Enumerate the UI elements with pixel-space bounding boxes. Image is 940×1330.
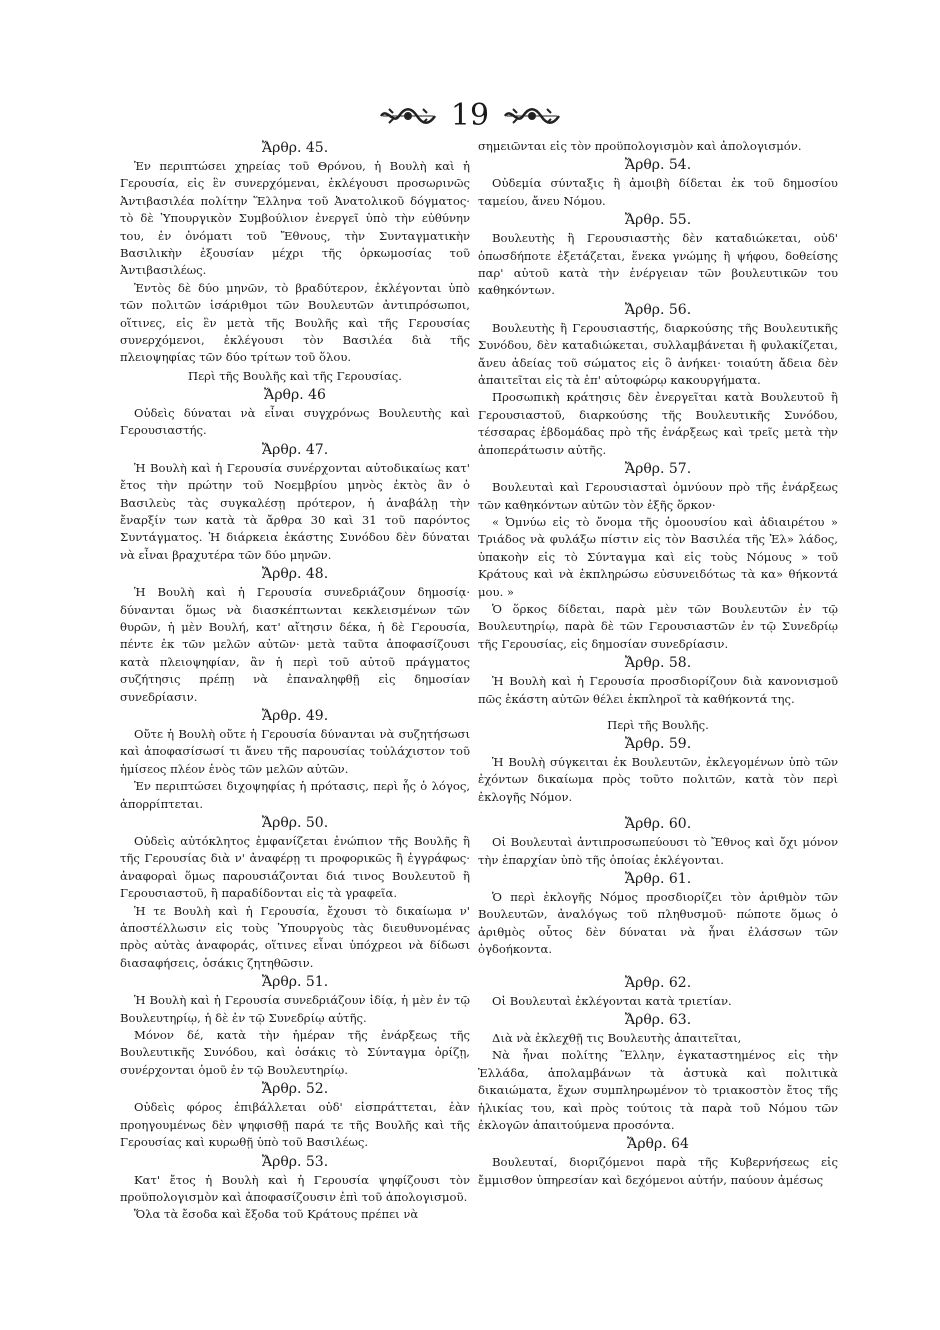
article-51-paragraph-2: Μόνον δέ, κατὰ τὴν ἡμέραν τῆς ἐνάρξεως τῆς Βουλευτικῆς Συνόδου, καὶ ὁσάκις τὸ Σύνταγμα ὁρίζῃ, συνέρχονται ὁμοῦ ἐν τῷ Βουλευτηρίῳ. <box>120 1028 470 1077</box>
article-62-heading: Ἄρθρ. 62. <box>624 974 692 991</box>
article-63-paragraph-2: Νὰ ἦναι πολίτης Ἕλλην, ἐγκαταστημένος εἰς τὴν Ἑλλάδα, ἀπολαμβάνων τὰ ἀστυκὰ καὶ πολιτικὰ δικαιώματα, ἔχων συμπληρωμένον τὸ τριακοστὸν ἔτος τῆς ἡλικίας του, καὶ πρὸς τούτοις τὰ παρὰ τοῦ Νόμου τῶν ἐκλογῶν ἀπαιτούμενα προσόντα. <box>478 1048 838 1133</box>
article-56-paragraph-2: Προσωπικὴ κράτησις δὲν ἐνεργεῖται κατὰ Βουλευτοῦ ἢ Γερουσιαστοῦ, διαρκούσης τῆς Βουλευτικῆς Συνόδου, τέσσαρας ἑβδομάδας πρὸ τῆς ἐνάρξεως καὶ τρεῖς μετὰ τὴν ἀποπεράτωσιν αὐτῆς. <box>478 390 838 457</box>
article-59-heading: Ἄρθρ. 59. <box>624 735 692 752</box>
article-58-paragraph-1: Ἡ Βουλὴ καὶ ἡ Γερουσία προσδιορίζουν διὰ κανονισμοῦ πῶς ἑκάστη αὐτῶν θέλει ἐκπληροῖ τὰ καθήκοντά της. <box>478 674 838 706</box>
article-45-heading: Ἄρθρ. 45. <box>261 140 329 156</box>
article-49-paragraph-1: Οὔτε ἡ Βουλὴ οὔτε ἡ Γερουσία δύνανται νὰ συζητήσωσι καὶ ἀποφασίσωσί τι ἄνευ τῆς παρουσίας τοὐλάχιστον τοῦ ἡμίσεος πλέον ἑνὸς τῶν μελῶν αὐτῶν. <box>120 726 470 776</box>
article-50-paragraph-2: Ἡ τε Βουλὴ καὶ ἡ Γερουσία, ἔχουσι τὸ δικαίωμα ν' ἀποστέλλωσιν εἰς τοὺς Ὑπουργοὺς τὰς διευθυνομένας πρὸς αὐτὰς ἀναφοράς, οἵτινες εἶναι ὑπόχρεοι νὰ δίδωσι διασαφήσεις, ὁσάκις ζητηθῶσιν. <box>120 903 470 970</box>
right-column <box>478 138 838 1189</box>
page-header <box>0 96 940 136</box>
spacer <box>478 806 838 814</box>
article-57-paragraph-3: Ὁ ὅρκος δίδεται, παρὰ μὲν τῶν Βουλευτῶν ἐν τῷ Βουλευτηρίῳ, παρὰ δὲ τῶν Γερουσιαστῶν ἐν τῷ Συνεδρίῳ τῆς Γερουσίας, εἰς δημοσίαν συνεδρίασιν. <box>478 601 838 651</box>
article-46-paragraph-1: Οὐδεὶς δύναται νὰ εἶναι συγχρόνως Βουλευτὴς καὶ Γερουσιαστής. <box>120 405 470 438</box>
article-45-paragraph-1: Ἐν περιπτώσει χηρείας τοῦ Θρόνου, ἡ Βουλὴ καὶ ἡ Γερουσία, εἰς ἓν συνερχόμεναι, ἐκλέγουσι προσωρινῶς Ἀντιβασιλέα πολίτην Ἕλληνα τοῦ Ἀνατολικοῦ δόγματος· τὸ δὲ Ὑπουργικὸν Συμβούλιον ἐνεργεῖ ὑπὸ τὴν εὐθύνην του, ἐν ὀνόματι τοῦ Ἔθνους, τὴν Συνταγματικὴν Βασιλικὴν ἐξουσίαν μέχρι τῆς ὁρκωμοσίας τοῦ Ἀντιβασιλέως. <box>120 159 470 278</box>
article-53-paragraph-2: Ὅλα τὰ ἔσοδα καὶ ἔξοδα τοῦ Κράτους πρέπει νὰ <box>134 1207 419 1222</box>
section-heading-parliament: Περὶ τῆς Βουλῆς. <box>607 717 709 732</box>
article-60-paragraph-1: Οἱ Βουλευταὶ ἀντιπροσωπεύουσι τὸ Ἔθνος καὶ ὄχι μόνον τὴν ἐπαρχίαν ὑπὸ τῆς ὁποίας ἐκλέγονται. <box>478 835 838 867</box>
article-64-heading: Ἄρθρ. 64 <box>627 1136 689 1153</box>
article-54-paragraph-1: Οὐδεμία σύνταξις ἢ ἀμοιβὴ δίδεται ἐκ τοῦ δημοσίου ταμείου, ἄνευ Νόμου. <box>478 176 838 208</box>
article-46-heading: Ἄρθρ. 46 <box>264 386 326 403</box>
article-62-paragraph-1: Οἱ Βουλευταὶ ἐκλέγονται κατὰ τριετίαν. <box>492 993 732 1008</box>
article-64-paragraph-1: Βουλευταί, διοριζόμενοι παρὰ τῆς Κυβερνήσεως εἰς ἔμμισθον ὑπηρεσίαν καὶ δεχόμενοι αὐτήν, παύουν ἀμέσως <box>478 1155 838 1187</box>
article-63-heading: Ἄρθρ. 63. <box>624 1012 692 1029</box>
left-ornament-icon <box>379 105 437 127</box>
article-57-heading: Ἄρθρ. 57. <box>624 461 692 478</box>
article-63-paragraph-1: Διὰ νὰ ἐκλεχθῇ τις Βουλευτὴς ἀπαιτεῖται, <box>492 1031 742 1046</box>
page-number: 19 <box>450 98 490 133</box>
article-57-paragraph-1: Βουλευταὶ καὶ Γερουσιασταὶ ὀμνύουν πρὸ τῆς ἐνάρξεως τῶν καθηκόντων αὐτῶν τὸν ἑξῆς ὅρκον· <box>478 480 838 512</box>
spacer <box>478 708 838 716</box>
article-47-paragraph-1: Ἡ Βουλὴ καὶ ἡ Γερουσία συνέρχονται αὐτοδικαίως κατ' ἔτος τὴν πρώτην τοῦ Νοεμβρίου μηνὸς ἐκτὸς ἂν ὁ Βασιλεὺς τὰς συγκαλέσῃ πρότερον, ἡ ἀναβάλῃ τὴν ἔναρξίν των κατὰ τὰ ἄρθρα 30 καὶ 31 τοῦ παρόντος Συντάγματος. Ἡ διάρκεια ἑκάστης Συνόδου δὲν δύναται νὰ εἶναι βραχυτέρα τῶν δύο μηνῶν. <box>120 460 470 562</box>
article-48-paragraph-1: Ἡ Βουλὴ καὶ ἡ Γερουσία συνεδριάζουν δημοσίᾳ· δύνανται ὅμως νὰ διασκέπτωνται κεκλεισμένων τῶν θυρῶν, ἡ μὲν Βουλή, κατ' αἴτησιν δέκα, ἡ δὲ Γερουσία, πέντε ἐκ τῶν μελῶν αὐτῶν· μετὰ ταῦτα ἀποφασίζουσι κατὰ πλειοψηφίαν, ἂν ἡ περὶ τοῦ αὐτοῦ πράγματος συζήτησις πρέπῃ νὰ ἐπαναληφθῇ εἰς δημοσίαν συνεδρίασιν. <box>120 585 470 704</box>
article-56-paragraph-1: Βουλευτὴς ἢ Γερουσιαστής, διαρκούσης τῆς Βουλευτικῆς Συνόδου, δὲν καταδιώκεται, συλλαμβάνεται ἢ φυλακίζεται, ἄνευ ἀδείας τοῦ σώματος εἰς ὃ ἀνήκει· τοιαύτη ἄδεια δὲν ἀπαιτεῖται εἰς τὰ ἐπ' αὐτοφώρῳ κακουργήματα. <box>478 320 838 388</box>
article-45-paragraph-2: Ἐντὸς δὲ δύο μηνῶν, τὸ βραδύτερον, ἐκλέγονται ὑπὸ τῶν πολιτῶν ἰσάριθμοι τῶν Βουλευτῶν ἀντιπρόσωποι, οἵτινες, εἰς ἓν μετὰ τῆς Βουλῆς καὶ τῆς Γερουσίας συνερχόμενοι, ἐκλέγουσι τὸν Βασιλέα διὰ τῆς πλειοψηφίας τῶν δύο τρίτων τοῦ ὅλου. <box>120 280 470 365</box>
article-60-heading: Ἄρθρ. 60. <box>624 816 692 833</box>
article-56-heading: Ἄρθρ. 56. <box>624 301 692 318</box>
article-50-heading: Ἄρθρ. 50. <box>261 815 329 831</box>
article-53-heading: Ἄρθρ. 53. <box>261 1153 329 1170</box>
right-ornament-icon <box>503 105 561 127</box>
article-49-heading: Ἄρθρ. 49. <box>261 707 329 724</box>
article-55-heading: Ἄρθρ. 55. <box>624 212 692 229</box>
left-column <box>120 138 470 1224</box>
article-52-paragraph-1: Οὐδεὶς φόρος ἐπιβάλλεται οὐδ' εἰσπράττεται, ἐὰν προηγουμένως δὲν ψηφισθῇ παρά τε τῆς Βουλῆς καὶ τῆς Γερουσίας καὶ κυρωθῇ ὑπὸ τοῦ Βασιλέως. <box>120 1100 470 1150</box>
article-49-paragraph-2: Ἐν περιπτώσει διχοψηφίας ἡ πρότασις, περὶ ἧς ὁ λόγος, ἀπορρίπτεται. <box>120 779 470 811</box>
article-47-heading: Ἄρθρ. 47. <box>261 441 329 458</box>
article-50-paragraph-1: Οὐδεὶς αὐτόκλητος ἐμφανίζεται ἐνώπιον τῆς Βουλῆς ἢ τῆς Γερουσίας διὰ ν' ἀναφέρῃ τι προφορικῶς ἢ ἐγγράφως· ἀναφοραὶ ὅμως παρουσιάζονται διά τινος Βουλευτοῦ ἢ Γερουσιαστοῦ, ἢ παραδίδονται εἰς τὰ γραφεῖα. <box>120 834 470 901</box>
article-55-paragraph-1: Βουλευτὴς ἢ Γερουσιαστὴς δὲν καταδιώκεται, οὐδ' ὁπωσδήποτε ἐξετάζεται, ἕνεκα γνώμης ἢ ψήφου, δοθείσης παρ' αὐτοῦ κατὰ τὴν ἐνέργειαν τῶν βουλευτικῶν του καθηκόντων. <box>478 231 838 298</box>
article-51-paragraph-1: Ἡ Βουλὴ καὶ ἡ Γερουσία συνεδριάζουν ἰδίᾳ, ἡ μὲν ἐν τῷ Βουλευτηρίῳ, ἡ δὲ ἐν τῷ Συνεδρίῳ αὐτῆς. <box>120 993 470 1025</box>
article-61-heading: Ἄρθρ. 61. <box>624 871 692 887</box>
spacer <box>478 959 838 973</box>
article-54-heading: Ἄρθρ. 54. <box>624 157 692 174</box>
section-heading-parliament-senate: Περὶ τῆς Βουλῆς καὶ τῆς Γερουσίας. <box>188 368 402 383</box>
continued-paragraph: σημειῶνται εἰς τὸν προϋπολογισμὸν καὶ ἀπολογισμόν. <box>478 139 802 153</box>
article-59-paragraph-1: Ἡ Βουλὴ σύγκειται ἐκ Βουλευτῶν, ἐκλεγομένων ὑπὸ τῶν ἐχόντων δικαίωμα πρὸς τοῦτο πολιτῶν, κατὰ τὸν περὶ ἐκλογῆς Νόμον. <box>478 754 838 804</box>
article-48-heading: Ἄρθρ. 48. <box>261 566 329 583</box>
article-51-heading: Ἄρθρ. 51. <box>261 974 329 991</box>
article-52-heading: Ἄρθρ. 52. <box>261 1081 329 1098</box>
article-61-paragraph-1: Ὁ περὶ ἐκλογῆς Νόμος προσδιορίζει τὸν ἀριθμὸν τῶν Βουλευτῶν, ἀναλόγως τοῦ πληθυσμοῦ· πώποτε ὅμως ὁ ἀριθμὸς οὗτος δὲν δύναται νὰ ἦναι ἐλάσσων τῶν ὀγδοήκοντα. <box>478 890 838 957</box>
article-57-oath-text: « Ὀμνύω εἰς τὸ ὄνομα τῆς ὁμοουσίου καὶ ἀδιαιρέτου » Τριάδος νὰ φυλάξω πίστιν εἰς τὸν Βασιλέα τῆς Ἑλ» λάδος, ὑπακοὴν εἰς τὸ Σύνταγμα καὶ εἰς τοὺς Νόμους » τοῦ Κράτους καὶ νὰ ἐκπληρώσω εὐσυνειδότως τὰ κα» θήκοντά μου. » <box>478 514 838 599</box>
article-53-paragraph-1: Κατ' ἔτος ἡ Βουλὴ καὶ ἡ Γερουσία ψηφίζουσι τὸν προϋπολογισμὸν καὶ ἀποφασίζουσιν ἐπὶ τοῦ ἀπολογισμοῦ. <box>120 1172 470 1204</box>
article-58-heading: Ἄρθρ. 58. <box>624 655 692 672</box>
